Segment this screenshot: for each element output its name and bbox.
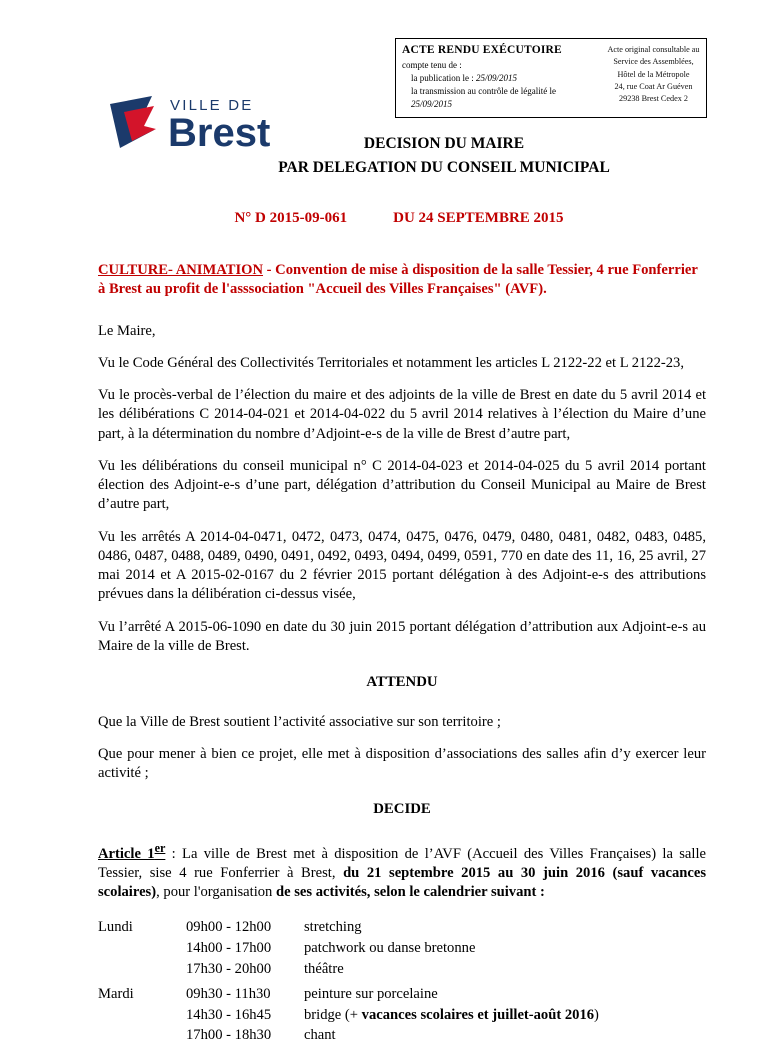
document-reference [0, 210, 768, 227]
paragraph-vu-arretes: Vu les arrêtés A 2014-04-0471, 0472, 0473, 0474, 0475, 0476, 0479, 0480, 0481, 0482, 0483, 0485, 0486, 0487, 0488, 0489, 0490, 0491, 0492, 0493, 0494, 0499, 0591, 770 en date des 11, 16, 25 avril, 27 mai 2014 et A 2015-02-0167 du 2 février 2015 portant délégation à des Adjoint-e-s des attributions prévues dans la délibération ci-dessus visée, [98, 528, 706, 603]
schedule-day-empty [98, 1026, 186, 1047]
paragraph-vu-cgct: Vu le Code Général des Collectivités Territoriales et notamment les articles L 2122-22 et L 2122-23, [98, 354, 685, 371]
schedule-activity: théâtre [304, 960, 344, 977]
stamp-title: ACTE RENDU EXÉCUTOIRE [402, 44, 562, 56]
paragraph-vu-proces-verbal: Vu le procès-verbal de l’élection du maire et des adjoints de la ville de Brest en date du 5 avril 2014 et les délibérations C 2014-04-021 et 2014-04-022 du 5 avril 2014 relatives à l’élection du Maire d’une part, à la détermination du nombre d’Adjoint-e-s de la ville de Brest d’autre part, [98, 387, 706, 442]
schedule-activity-bridge [304, 1006, 599, 1027]
stamp-address-line-2: Service des Assemblées, [613, 57, 694, 67]
table-row [98, 1026, 599, 1047]
ville-de-brest-logo [108, 92, 308, 154]
schedule-day-empty [98, 1006, 186, 1027]
subject-line [98, 261, 706, 300]
subject-category: CULTURE- ANIMATION [98, 262, 264, 279]
stamp-transmission-line [402, 85, 595, 111]
decision-date: DU 24 SEPTEMBRE 2015 [393, 210, 564, 227]
table-row [98, 960, 599, 981]
stamp-address-line-3: Hôtel de la Métropole [617, 69, 690, 79]
schedule-time: 09h30 - 11h30 [186, 986, 271, 1003]
table-row [98, 939, 599, 960]
document-body [0, 261, 768, 1047]
stamp-address-line-5: 29238 Brest Cedex 2 [619, 94, 688, 104]
schedule-activity: peinture sur porcelaine [304, 986, 438, 1003]
article-part-2: , pour l'organisation [156, 884, 277, 901]
paragraph-intro: Le Maire, [98, 322, 156, 339]
stamp-transmission-date: 25/09/2015 [411, 99, 453, 110]
schedule-activity: chant [304, 1027, 336, 1044]
article-bold-2: de ses activités, selon le calendrier suivant : [276, 884, 545, 901]
decision-number: N° D 2015-09-061 [234, 210, 348, 227]
schedule-time: 14h30 - 16h45 [186, 1006, 272, 1023]
schedule-activity: stretching [304, 919, 362, 936]
schedule-table [98, 918, 599, 1046]
schedule-activity: patchwork ou danse bretonne [304, 940, 476, 956]
schedule-day-empty [98, 939, 186, 960]
stamp-subtitle: compte tenu de : [402, 60, 462, 70]
schedule-day: Mardi [98, 986, 134, 1003]
paragraph-attendu-1: Que la Ville de Brest soutient l’activité associative sur son territoire ; [98, 713, 501, 730]
article-label-sup: er [154, 840, 166, 855]
article-label [98, 840, 166, 862]
svg-text:Brest: Brest [168, 111, 271, 154]
schedule-activity-tail: ) [594, 1006, 599, 1023]
document-title-line-2: PAR DELEGATION DU CONSEIL MUNICIPAL [278, 159, 610, 177]
schedule-time: 17h30 - 20h00 [186, 960, 272, 977]
paragraph-vu-deliberations: Vu les délibérations du conseil municipal n° C 2014-04-023 et 2014-04-025 du 5 avril 2014 portant élection des Adjoint-e-s d’une part, délégation d’attribution du Conseil Municipal au Maire de Brest d’autre part, [98, 457, 706, 513]
schedule-day: Lundi [98, 919, 133, 936]
stamp-transmission-label: la transmission au contrôle de légalité le [411, 86, 556, 97]
schedule-time: 14h00 - 17h00 [186, 940, 272, 956]
table-row [98, 918, 599, 939]
heading-decide: DECIDE [373, 801, 431, 818]
article-label-text: Article 1 [98, 845, 155, 862]
heading-attendu: ATTENDU [366, 674, 438, 691]
schedule-activity-text: bridge (+ [304, 1006, 362, 1023]
stamp-address-line-1: Acte original consultable au [607, 45, 700, 54]
schedule-day-empty [98, 960, 186, 981]
article-part-1: : La ville de Brest met à disposition de l’AVF (Accueil des Villes Françaises) la salle Tessier, sise 4 rue Fonferrier à Brest, [98, 845, 706, 881]
paragraph-vu-arrete-2015: Vu l’arrêté A 2015-06-1090 en date du 30 juin 2015 portant délégation d’attribution aux Adjoint-e-s au Maire de la ville de Brest. [98, 618, 706, 654]
article-bold-1: du 21 septembre 2015 au 30 juin 2016 (sauf vacances scolaires) [98, 864, 707, 901]
schedule-activity-bold: vacances scolaires et juillet-août 2016 [361, 1006, 595, 1023]
schedule-time: 17h00 - 18h30 [186, 1027, 272, 1044]
table-row [98, 980, 599, 1006]
stamp-address-block [601, 39, 706, 117]
stamp-publication-label: la publication le : [411, 73, 474, 84]
document-title-line-1: DECISION DU MAIRE [363, 135, 525, 152]
stamp-address-line-4: 24, rue Coat Ar Guéven [614, 81, 693, 91]
svg-text:VILLE DE: VILLE DE [170, 97, 254, 114]
executory-stamp [395, 38, 707, 118]
paragraph-attendu-2: Que pour mener à bien ce projet, elle met à disposition d’associations des salles afin d’y exercer leur activité ; [98, 745, 706, 782]
stamp-publication-date: 25/09/2015 [475, 73, 517, 84]
paragraph-article-1 [98, 840, 706, 903]
schedule-time: 09h00 - 12h00 [186, 919, 272, 936]
stamp-publication-line [402, 72, 595, 85]
table-row [98, 1006, 599, 1027]
stamp-left-block [396, 39, 601, 117]
subject-text: - Convention de mise à disposition de la salle Tessier, 4 rue Fonferrier à Brest au profit de l'asssociation "Accueil des Villes Françaises" (AVF). [98, 262, 698, 298]
